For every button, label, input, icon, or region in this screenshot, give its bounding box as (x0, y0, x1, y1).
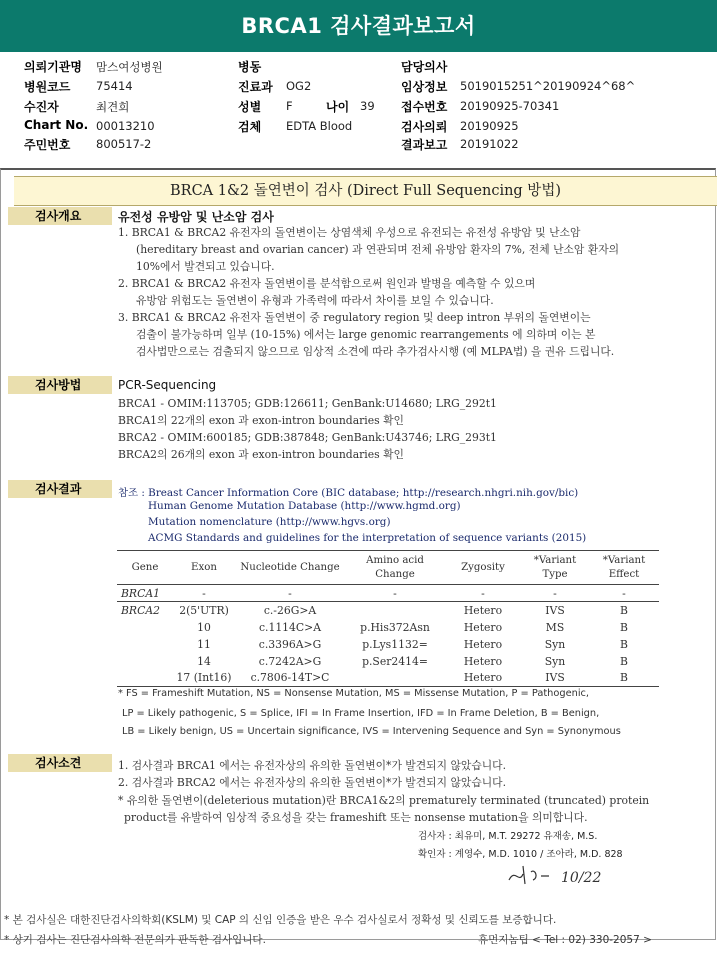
label-request-date: 검사의뢰 (401, 120, 448, 134)
table-cell: BRCA2 (121, 603, 160, 617)
table-cell: B (620, 620, 628, 634)
reference-line-2: Human Genome Mutation Database (http://www.hgmd.org) (148, 500, 461, 512)
reference-line-1: 참조 : Breast Cancer Information Core (BIC database; http://research.nhgri.nih.gov/bic) (118, 487, 579, 499)
table-cell: c.7806-14T>C (250, 671, 330, 685)
variant-table (117, 550, 659, 687)
label-department: 진료과 (238, 80, 273, 94)
section-tag-method: 검사방법 (8, 376, 112, 394)
opinion-line-2: 2. 검사결과 BRCA2 에서는 유전자상의 유의한 돌연변이*가 발견되지 않았습니다. (118, 776, 507, 789)
table-cell: - (622, 586, 626, 600)
table-cell: p.Ser2414= (362, 654, 428, 668)
table-cell: B (620, 603, 628, 617)
value-specimen: EDTA Blood (286, 119, 353, 133)
reference-line-3: Mutation nomenclature (http://www.hgvs.org) (148, 516, 391, 528)
table-cell: c.1114C>A (258, 620, 322, 634)
label-sex: 성별 (238, 100, 262, 114)
table-cell (117, 653, 173, 670)
table-cell: c.3396A>G (258, 637, 322, 651)
handwritten-signature (505, 858, 625, 890)
label-requesting-institution: 의뢰기관명 (24, 60, 82, 74)
test-title: BRCA 1&2 돌연변이 검사 (Direct Full Sequencing 방법) (14, 176, 717, 206)
table-header-row (117, 551, 659, 585)
value-sex: F (286, 99, 293, 113)
label-receipt-number: 접수번호 (401, 100, 448, 114)
header-amino-acid-change: Amino acid Change (366, 554, 424, 580)
section-tag-result: 검사결과 (8, 480, 112, 498)
overview-line-2: (hereditary breast and ovarian cancer) 과 연관되며 전체 유방암 환자의 7%, 전체 난소암 환자의 (136, 243, 620, 256)
table-cell: 2(5'UTR) (179, 603, 229, 617)
overview-line-4: 2. BRCA1 & BRCA2 유전자 돌연변이를 분석함으로써 원인과 발병을 예측할 수 있으며 (118, 277, 536, 290)
method-heading: PCR-Sequencing (118, 378, 217, 392)
table-cell: Hetero (463, 637, 503, 651)
overview-line-6: 3. BRCA1 & BRCA2 유전자 돌연변이 중 regulatory region 및 deep intron 부위의 돌연변이는 (118, 311, 591, 324)
table-cell: Hetero (463, 654, 503, 668)
value-receipt-number: 20190925-70341 (460, 99, 560, 113)
value-patient-name: 최견희 (96, 100, 130, 114)
value-report-date: 20191022 (460, 137, 519, 151)
table-cell (345, 670, 445, 687)
label-ward: 병동 (238, 60, 262, 74)
report-title: BRCA1 검사결과보고서 (0, 0, 717, 52)
header-zygosity: Zygosity (461, 561, 505, 573)
table-row (117, 619, 659, 636)
table-cell: IVS (545, 603, 565, 617)
table-cell: B (620, 637, 628, 651)
table-cell: - (202, 586, 206, 600)
table-cell: 10 (197, 620, 211, 634)
label-report-date: 결과보고 (401, 138, 448, 152)
value-age: 39 (360, 99, 375, 113)
table-cell: B (620, 671, 628, 685)
overview-heading: 유전성 유방암 및 난소암 검사 (118, 210, 274, 224)
handwritten-date: 10/22 (561, 870, 602, 886)
table-cell: IVS (545, 671, 565, 685)
header-gene: Gene (131, 561, 159, 573)
table-cell: - (481, 586, 485, 600)
value-clinical-info: 5019015251^20190924^68^ (460, 79, 636, 93)
method-line-1: BRCA1 - OMIM:113705; GDB:126611; GenBank:U14680; LRG_292t1 (118, 397, 497, 410)
label-patient-name: 수진자 (24, 100, 59, 114)
table-cell: - (288, 586, 292, 600)
opinion-line-3: * 유의한 돌연변이(deleterious mutation)란 BRCA1&2의 prematurely terminated (truncated) protein (118, 794, 650, 807)
header-variant-effect: *Variant Effect (602, 554, 646, 580)
footnote-line-2: LP = Likely pathogenic, S = Splice, IFI = In Frame Insertion, IFD = In Frame Deletion, B = Benign, (122, 708, 600, 719)
patient-info-block (0, 52, 717, 154)
table-cell: c.-26G>A (263, 603, 317, 617)
table-cell (345, 602, 445, 619)
table-cell: 17 (Int16) (176, 671, 232, 685)
table-cell: MS (545, 620, 565, 634)
table-cell: Syn (544, 637, 566, 651)
value-request-date: 20190925 (460, 119, 519, 133)
table-cell (117, 670, 173, 687)
label-hospital-code: 병원코드 (24, 80, 71, 94)
confirmer-signature: 확인자 : 계영수, M.D. 1010 / 조아라, M.D. 828 (418, 849, 623, 860)
header-nucleotide-change: Nucleotide Change (240, 561, 340, 573)
overview-line-7: 검출이 불가능하며 일부 (10-15%) 에서는 large genomic rearrangements 에 의하며 이는 본 (136, 328, 596, 341)
overview-line-8: 검사법만으로는 검출되지 않으므로 임상적 소견에 따라 추가검사시행 (예 MLPA법) 을 권유 드립니다. (136, 345, 615, 358)
label-age: 나이 (326, 100, 350, 114)
label-clinical-info: 임상정보 (401, 80, 448, 94)
value-hospital-code: 75414 (96, 79, 133, 93)
table-cell: p.Lys1132= (362, 637, 428, 651)
table-row (117, 653, 659, 670)
value-department: OG2 (286, 79, 312, 93)
reference-line-4: ACMG Standards and guidelines for the interpretation of sequence variants (2015) (148, 532, 587, 544)
table-cell: - (553, 586, 557, 600)
value-chart-no: 00013210 (96, 119, 155, 133)
table-cell: c.7242A>G (258, 654, 322, 668)
section-tag-overview: 검사개요 (8, 207, 112, 225)
header-exon: Exon (191, 561, 217, 573)
table-row (117, 636, 659, 653)
table-cell: BRCA1 (121, 586, 160, 600)
table-row (117, 585, 659, 602)
label-attending-doctor: 담당의사 (401, 60, 448, 74)
overview-line-3: 10%에서 발견되고 있습니다. (136, 260, 275, 273)
method-line-2: BRCA1의 22개의 exon 과 exon-intron boundaries 확인 (118, 414, 404, 427)
footnote-line-1: * FS = Frameshift Mutation, NS = Nonsense Mutation, MS = Missense Mutation, P = Pathogenic, (118, 688, 590, 699)
overview-line-5: 유방암 위험도는 돌연변이 유형과 가족력에 따라서 차이를 보일 수 있습니다. (136, 294, 494, 307)
table-cell (117, 619, 173, 636)
header-variant-type: *Variant Type (533, 554, 577, 580)
section-tag-opinion: 검사소견 (8, 754, 112, 772)
lab-contact: 휴먼지놈팁 < Tel : 02) 330-2057 > (478, 934, 652, 946)
value-resident-number: 800517-2 (96, 137, 152, 151)
table-cell: Hetero (463, 671, 503, 685)
method-line-3: BRCA2 - OMIM:600185; GDB:387848; GenBank:U43746; LRG_293t1 (118, 431, 497, 444)
accreditation-note: * 본 검사실은 대한진단검사의학회(KSLM) 및 CAP 의 신임 인증을 받은 우수 검사실로서 정확성 및 신뢰도를 보증합니다. (4, 914, 557, 926)
examiner-signature: 검사자 : 최유미, M.T. 29272 유재송, M.S. (418, 831, 598, 842)
table-cell: p.His372Asn (360, 620, 430, 634)
table-cell: 11 (197, 637, 211, 651)
table-cell: Syn (544, 654, 566, 668)
footnote-line-3: LB = Likely benign, US = Uncertain significance, IVS = Intervening Sequence and Syn = Synonymous (122, 726, 621, 737)
table-cell: B (620, 654, 628, 668)
table-cell (117, 636, 173, 653)
table-row (117, 670, 659, 687)
label-chart-no: Chart No. (24, 118, 89, 132)
value-requesting-institution: 맘스여성병원 (96, 60, 163, 74)
table-cell: - (393, 586, 397, 600)
opinion-line-4: product를 유발하여 임상적 중요성을 갖는 frameshift 또는 nonsense mutation을 의미합니다. (124, 811, 588, 824)
table-cell: 14 (197, 654, 211, 668)
table-row (117, 602, 659, 619)
table-cell: Hetero (463, 620, 503, 634)
method-line-4: BRCA2의 26개의 exon 과 exon-intron boundaries 확인 (118, 448, 404, 461)
label-resident-number: 주민번호 (24, 138, 71, 152)
opinion-line-1: 1. 검사결과 BRCA1 에서는 유전자상의 유의한 돌연변이*가 발견되지 않았습니다. (118, 759, 507, 772)
table-cell: Hetero (463, 603, 503, 617)
overview-line-1: 1. BRCA1 & BRCA2 유전자의 돌연변이는 상염색체 우성으로 유전되는 유전성 유방암 및 난소암 (118, 226, 581, 239)
reading-note: * 상기 검사는 진단검사의학 전문의가 판독한 검사입니다. (4, 934, 266, 946)
label-specimen: 검체 (238, 120, 262, 134)
